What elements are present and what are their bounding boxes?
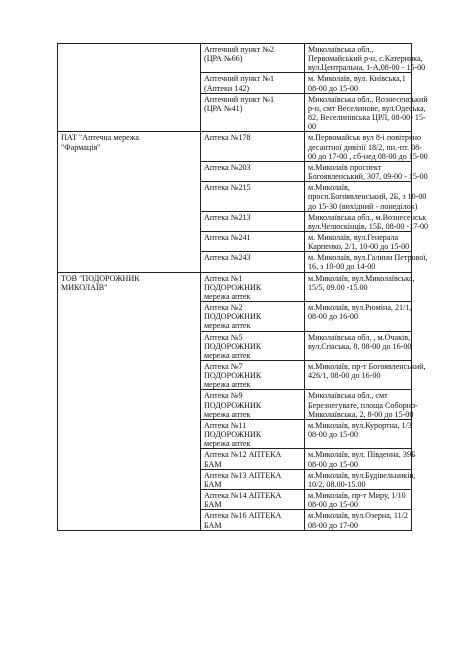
address-line: 08-00 до 16-00 [308, 312, 358, 322]
address-line: 15/5, 09.00 -15.00 [308, 282, 368, 292]
pharmacy-name-line: БАМ [204, 459, 222, 469]
pharmacy-name-line: мережа аптек [204, 291, 251, 301]
pharmacy-name-line: Аптека №2 [204, 303, 243, 313]
address-hours-cell [305, 449, 416, 469]
address-line: м.Миколаїв, вул.Озерна, 11/2 [308, 511, 408, 521]
address-line: 08-00 до 17-00 [308, 520, 358, 530]
pharmacy-name-line: Аптека №213 [204, 212, 251, 222]
organization-text-line: МИКОЛАЇВ" [61, 282, 108, 292]
pharmacy-name-line: Аптека №14 АПТЕКА [204, 491, 282, 501]
pharmacy-name-line: БАМ [204, 520, 222, 530]
address-line: м.Миколаїв, [308, 183, 350, 193]
pharmacy-name-cell [201, 231, 305, 251]
pharmacy-name-cell [201, 510, 305, 530]
address-line: 08-00 до 15-00 [308, 459, 358, 469]
address-hours-cell [305, 93, 428, 132]
pharmacy-name-line: Аптека №215 [204, 183, 251, 193]
address-hours-cell [305, 231, 412, 251]
pharmacy-name-line: ПОДОРОЖНИК [204, 282, 262, 292]
pharmacy-name-line: Аптека №241 [204, 232, 251, 242]
pharmacy-name-line: Аптека №16 АПТЕКА [204, 511, 282, 521]
pharmacy-name-line: БАМ [204, 479, 222, 489]
organization-text-line: ТОВ "ПОДОРОЖНИК [61, 273, 140, 283]
address-line: м.Миколаїв, пр-т Миру, 1/10 [308, 491, 406, 501]
pharmacy-name-cell [201, 302, 305, 331]
table-row [58, 132, 412, 161]
pharmacy-name-line: (ЦРА №66) [204, 54, 243, 64]
pharmacy-name-line: мережа аптек [204, 439, 251, 449]
address-line: м.Миколаїв, пр-т Богоявленський, [308, 362, 426, 371]
address-line: Миколаївська обл., Вознесенський [308, 94, 428, 104]
pharmacy-name-line: мережа аптек [204, 380, 251, 390]
pharmacy-name-cell [201, 182, 305, 211]
pharmacy-name-line: ПОДОРОЖНИК [204, 341, 262, 351]
pharmacy-name-cell [201, 93, 305, 132]
address-line: р-н, смт Веселинове, вул.Одеська, [308, 103, 426, 113]
pharmacy-name-cell [201, 390, 305, 419]
pharmacy-table [57, 43, 429, 531]
pharmacy-name-line: (ЦРА №41) [204, 103, 243, 113]
pharmacy-name-cell [201, 331, 305, 360]
address-line: до 15-30 (вихідний - понеділок) [308, 201, 418, 211]
pharmacy-name-line: ПОДОРОЖНИК [204, 430, 262, 440]
address-line: 10/2, 08.00-15.00 [308, 479, 366, 489]
address-line: 00 [308, 122, 317, 132]
address-line: м. Миколаїв, вул.Галини Петрової, [308, 253, 428, 263]
pharmacy-name-line: Аптека №7 [204, 362, 243, 371]
address-line: 16, з 10-00 до 14-00 [308, 262, 376, 272]
pharmacy-name-line: ПОДОРОЖНИК [204, 400, 262, 410]
pharmacy-name-line: Аптечний пункт №1 [204, 74, 275, 84]
pharmacy-name-cell [201, 132, 305, 161]
pharmacy-name-line: мережа аптек [204, 350, 251, 360]
address-hours-cell [305, 490, 412, 510]
address-hours-cell [305, 331, 412, 360]
address-hours-cell [305, 252, 428, 272]
pharmacy-name-cell [201, 419, 305, 448]
address-hours-cell [305, 302, 412, 331]
address-line: 08-00 до 15-00 [308, 83, 358, 93]
address-hours-cell [305, 161, 428, 182]
address-line: Карпенко, 2/1, 10-00 до 15-00 [308, 242, 410, 252]
address-line: вул.Челюскінців, 15Б, 08-00 -17-00 [308, 221, 429, 231]
address-hours-cell [305, 272, 415, 301]
address-line: Березнегувате, площа Соборно- [308, 400, 418, 410]
pharmacy-name-cell [201, 469, 305, 489]
address-hours-cell [305, 44, 426, 73]
pharmacy-name-line: Аптека №243 [204, 253, 251, 263]
address-line: м.Миколаїв, вул.Миколаївська, [308, 273, 415, 283]
address-line: просп.Богоявленський, 2Б, з 10-00 [308, 192, 427, 202]
address-line: 08-00 до 15-00 [308, 430, 358, 440]
organization-text-line: "Фармація" [61, 142, 101, 152]
pharmacy-name-line: Аптека №13 АПТЕКА [204, 470, 282, 480]
pharmacy-name-line: мережа аптек [204, 321, 251, 331]
address-hours-cell [305, 361, 426, 390]
pharmacy-name-cell [201, 44, 305, 73]
table-row [58, 44, 412, 73]
address-line: десантної дивізії 18/2, пн.-пт. 08- [308, 142, 422, 152]
address-line: Миколаївська обл. , м.Очаків, [308, 332, 411, 342]
address-hours-cell [305, 211, 429, 231]
pharmacy-table-body [58, 44, 429, 531]
organization-cell [58, 272, 201, 530]
organization-text-line: ПАТ "Аптечна мережа [61, 133, 139, 143]
pharmacy-name-cell [201, 272, 305, 301]
pharmacy-name-line: Аптека №11 [204, 420, 247, 430]
pharmacy-name-line: Аптечний пункт №2 [204, 45, 275, 54]
pharmacy-name-line: Аптечний пункт №1 [204, 94, 275, 104]
address-hours-cell [305, 419, 412, 448]
address-line: м.Миколаїв, вул. Південна, 39Б [308, 450, 416, 460]
address-hours-cell [305, 182, 427, 211]
address-hours-cell [305, 510, 412, 530]
pharmacy-name-cell [201, 361, 305, 390]
organization-cell [58, 132, 201, 272]
address-line: 426/1, 08-00 до 16-00 [308, 371, 381, 381]
address-line: м. Миколаїв, вул.Генерала [308, 232, 399, 242]
pharmacy-name-line: Аптека №1 [204, 273, 243, 283]
table-row [58, 272, 412, 301]
pharmacy-name-line: (Аптеки 142) [204, 83, 250, 93]
address-line: вул.Спаська, 8, 08-00 до 16-00 [308, 341, 412, 351]
address-line: Миколаївська обл., [308, 45, 374, 54]
address-line: Богоявленський, 307, 09-00 - 15-00 [308, 172, 428, 182]
address-line: Миколаївська, 2, 8-00 до 15-00 [308, 409, 414, 419]
pharmacy-name-cell [201, 449, 305, 469]
address-hours-cell [305, 73, 412, 93]
address-line: 08-00 до 15-00 [308, 500, 358, 510]
pharmacy-name-cell [201, 211, 305, 231]
pharmacy-name-cell [201, 490, 305, 510]
organization-cell [58, 44, 201, 132]
address-line: Миколаївська обл., смт [308, 391, 388, 401]
address-line: Первомайський р-н, с.Катеринка, [308, 54, 423, 64]
pharmacy-name-line: Аптека №5 [204, 332, 243, 342]
pharmacy-name-line: мережа аптек [204, 409, 251, 419]
address-hours-cell [305, 469, 416, 489]
pharmacy-name-line: БАМ [204, 500, 222, 510]
address-line: 82, Веселинівська ЦРЛ, 08-00- 15- [308, 113, 426, 123]
address-line: м.Миколаїв, вул.Курортна, 1/3 [308, 420, 412, 430]
pharmacy-name-line: ПОДОРОЖНИК [204, 371, 262, 381]
pharmacy-name-cell [201, 252, 305, 272]
pharmacy-name-cell [201, 73, 305, 93]
address-line: м. Миколаїв, вул. Київська,1 [308, 74, 406, 84]
address-hours-cell [305, 390, 418, 419]
pharmacy-name-line: Аптека №12 АПТЕКА [204, 450, 282, 460]
pharmacy-name-cell [201, 161, 305, 181]
address-line: м.Миколаїв, вул.Рюміна, 21/1, [308, 303, 412, 313]
address-line: вул.Центральна, 1-А,08-00 - 15-00 [308, 63, 426, 73]
address-line: м.Миколаїв проспект [308, 162, 382, 172]
address-line: 00 до 17-00 , сб-нед 08-00 до 15-00 [308, 151, 428, 161]
address-hours-cell [305, 132, 428, 161]
pharmacy-name-line: Аптека №9 [204, 391, 243, 401]
pharmacy-name-line: ПОДОРОЖНИК [204, 312, 262, 322]
address-line: м.Миколаїв, вул.Будівельників, [308, 470, 416, 480]
address-line: м.Первомайськ вул 8-і повітряно [308, 133, 422, 143]
address-line: Миколаївська обл., м.Вознесенськ [308, 212, 427, 222]
pharmacy-name-line: Аптека №203 [204, 162, 251, 172]
pharmacy-name-line: Аптека №178 [204, 133, 251, 143]
